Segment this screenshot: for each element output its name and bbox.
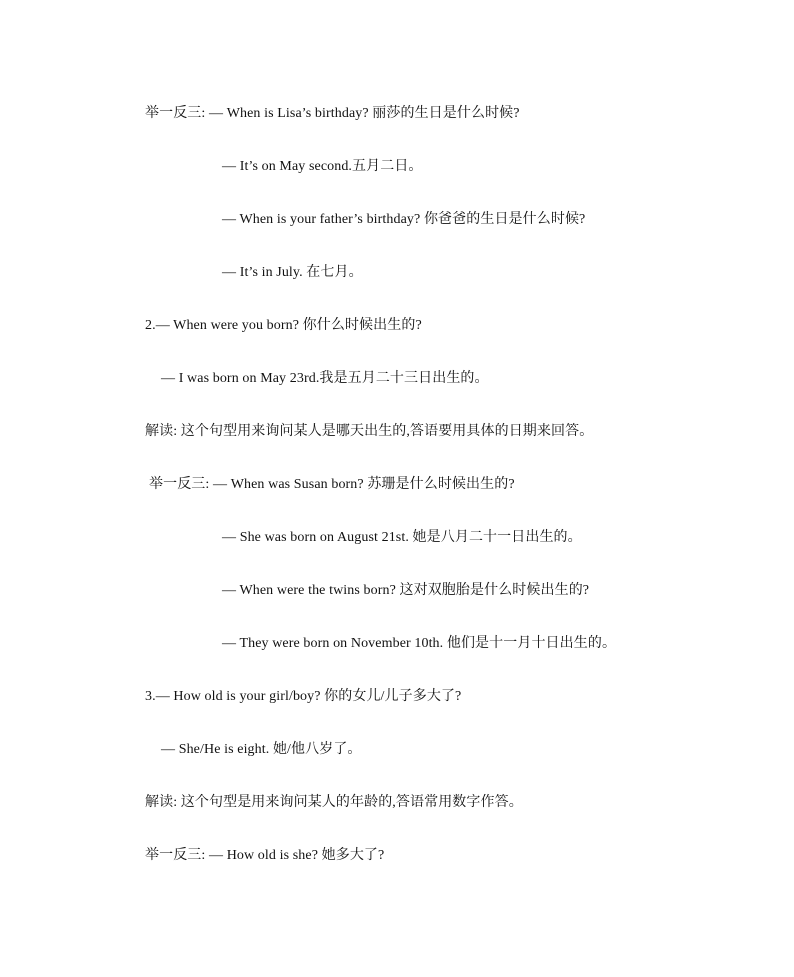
answer-line: — It’s on May second.五月二日。 xyxy=(222,159,423,174)
question-line: — When were the twins born? 这对双胞胎是什么时候出生的? xyxy=(222,583,590,598)
example-heading-line: 举一反三: — When is Lisa’s birthday? 丽莎的生日是什么时候? xyxy=(145,106,520,121)
question-line: — When is your father’s birthday? 你爸爸的生日是什么时候? xyxy=(222,212,586,227)
answer-line: — She was born on August 21st. 她是八月二十一日出生的。 xyxy=(222,530,582,545)
example-heading-line: 举一反三: — When was Susan born? 苏珊是什么时候出生的? xyxy=(149,477,515,492)
explanation-line: 解读: 这个句型是用来询问某人的年龄的,答语常用数字作答。 xyxy=(145,795,523,810)
section-2-question-line: 2.— When were you born? 你什么时候出生的? xyxy=(145,318,422,333)
section-3-answer-line: — She/He is eight. 她/他八岁了。 xyxy=(161,742,362,757)
section-2-answer-line: — I was born on May 23rd.我是五月二十三日出生的。 xyxy=(161,371,489,386)
example-heading-line: 举一反三: — How old is she? 她多大了? xyxy=(145,848,385,863)
answer-line: — They were born on November 10th. 他们是十一月十日出生的。 xyxy=(222,636,617,651)
section-3-question-line: 3.— How old is your girl/boy? 你的女儿/儿子多大了? xyxy=(145,689,462,704)
explanation-line: 解读: 这个句型用来询问某人是哪天出生的,答语要用具体的日期来回答。 xyxy=(145,424,594,439)
answer-line: — It’s in July. 在七月。 xyxy=(222,265,363,280)
